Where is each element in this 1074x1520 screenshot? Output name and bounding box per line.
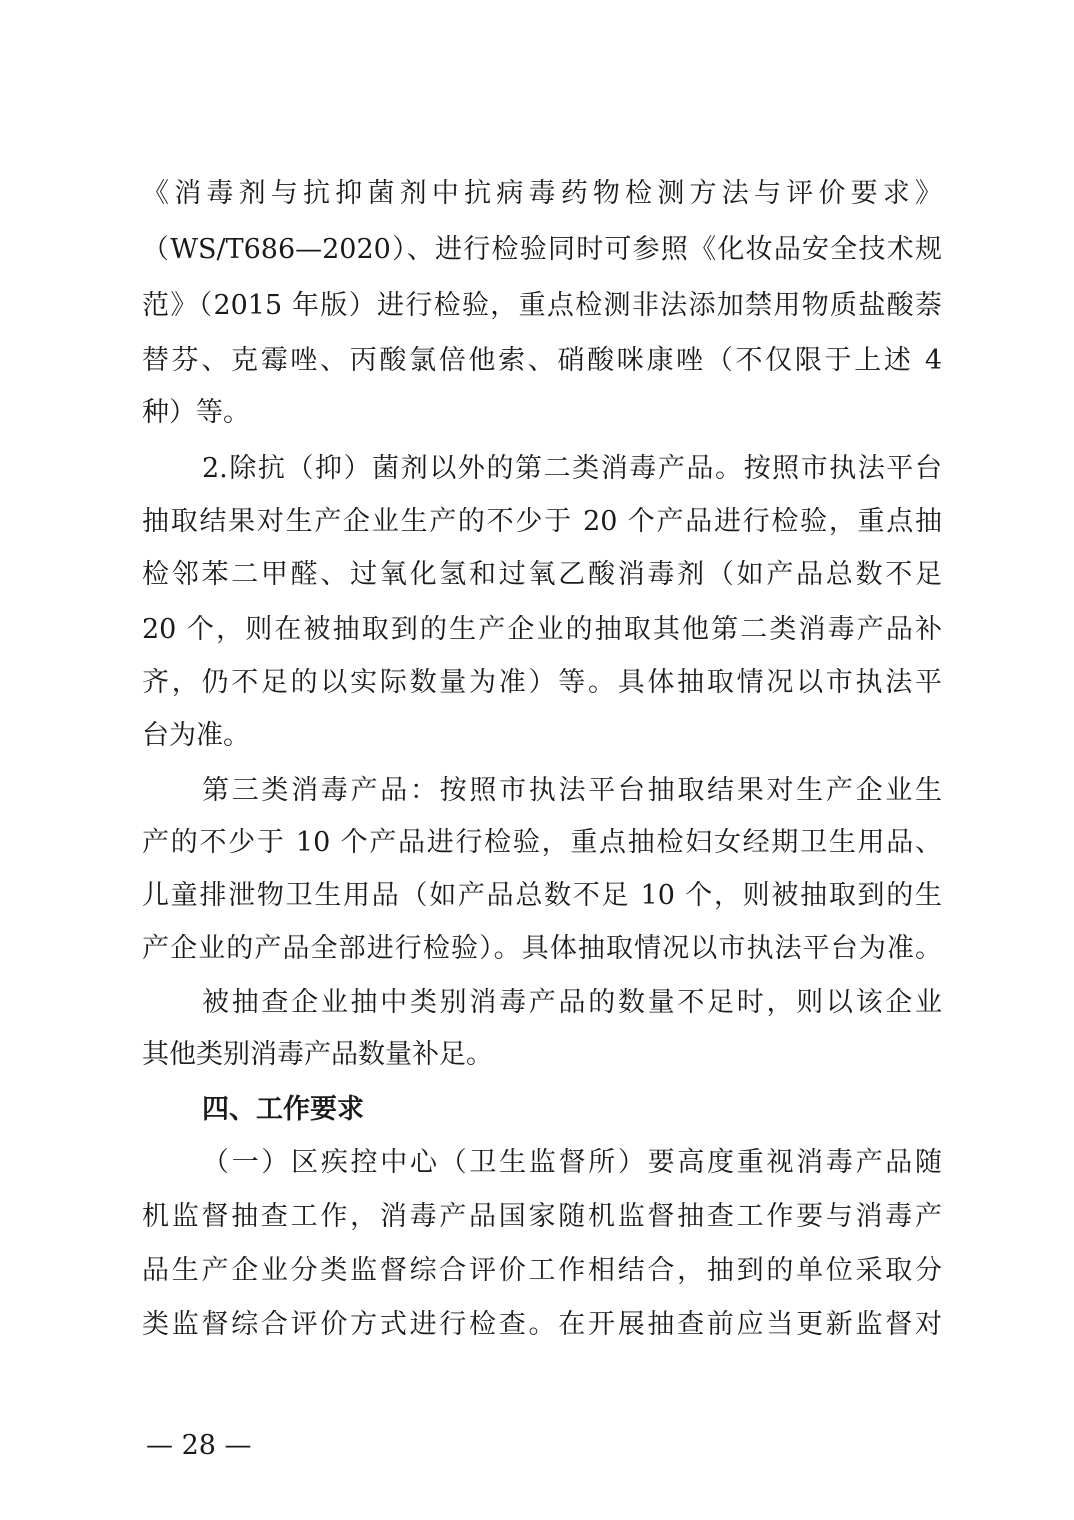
text-line: 2.除抗（抑）菌剂以外的第二类消毒产品。按照市执法平台 xyxy=(202,453,942,484)
text-line: 种）等。 xyxy=(142,397,250,428)
text-line: 检邻苯二甲醛、过氧化氢和过氧乙酸消毒剂（如产品总数不足 xyxy=(142,559,942,590)
text-line: 范》（2015 年版）进行检验，重点检测非法添加禁用物质盐酸萘 xyxy=(142,290,942,321)
text-line: 产企业的产品全部进行检验）。具体抽取情况以市执法平台为准。 xyxy=(142,933,942,964)
section-heading: 四、工作要求 xyxy=(202,1094,364,1125)
text-line: 台为准。 xyxy=(142,720,250,751)
text-line: （WS/T686—2020）、进行检验同时可参照《化妆品安全技术规 xyxy=(142,234,942,265)
text-line: 类监督综合评价方式进行检查。在开展抽查前应当更新监督对 xyxy=(142,1309,942,1340)
text-line: 被抽查企业抽中类别消毒产品的数量不足时，则以该企业 xyxy=(202,987,942,1018)
text-line: 品生产企业分类监督综合评价工作相结合，抽到的单位采取分 xyxy=(142,1255,942,1286)
text-line: 第三类消毒产品：按照市执法平台抽取结果对生产企业生 xyxy=(202,775,942,806)
text-line: 《消毒剂与抗抑菌剂中抗病毒药物检测方法与评价要求》 xyxy=(142,178,942,209)
text-line: 替芬、克霉唑、丙酸氯倍他索、硝酸咪康唑（不仅限于上述 4 xyxy=(142,345,942,376)
text-line: 20 个，则在被抽取到的生产企业的抽取其他第二类消毒产品补 xyxy=(142,614,942,645)
text-line: 产的不少于 10 个产品进行检验，重点抽检妇女经期卫生用品、 xyxy=(142,827,942,858)
page-number: — 28 — xyxy=(146,1430,252,1461)
text-line: 机监督抽查工作，消毒产品国家随机监督抽查工作要与消毒产 xyxy=(142,1201,942,1232)
text-line: 齐，仍不足的以实际数量为准）等。具体抽取情况以市执法平 xyxy=(142,667,942,698)
text-line: （一）区疾控中心（卫生监督所）要高度重视消毒产品随 xyxy=(202,1147,942,1178)
text-line: 抽取结果对生产企业生产的不少于 20 个产品进行检验，重点抽 xyxy=(142,506,942,537)
text-line: 其他类别消毒产品数量补足。 xyxy=(142,1039,493,1070)
text-line: 儿童排泄物卫生用品（如产品总数不足 10 个，则被抽取到的生 xyxy=(142,880,942,911)
